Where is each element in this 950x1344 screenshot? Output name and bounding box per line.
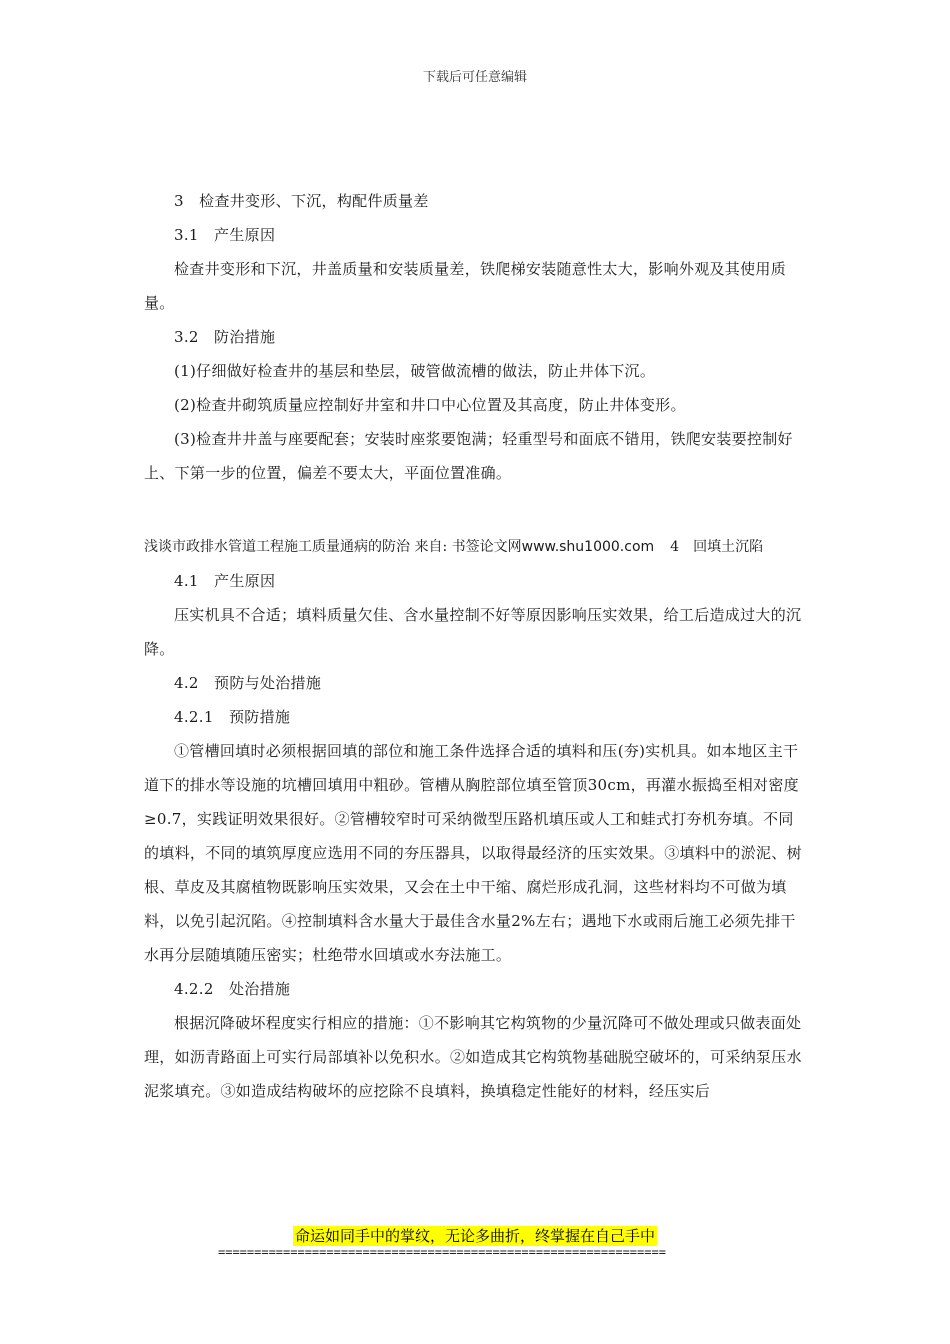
section-3-2-item-2: (2)检查井砌筑质量应控制好井室和井口中心位置及其高度，防止井体变形。	[174, 396, 686, 414]
page-footer	[0, 1226, 950, 1246]
section-4-1-title: 4.1 产生原因	[174, 572, 276, 590]
section-4-2-1-text: ①管槽回填时必须根据回填的部位和施工条件选择合适的填料和压(夯)实机具。如本地区主干道下的排水等设施的坑槽回填用中粗砂。管槽从胸腔部位填至管顶30cm，再灌水振捣至相对密度≥0.7，实践证明效果很好。②管槽较窄时可采纳微型压路机填压或人工和蛙式打夯机夯填。不同的填料，不同的填筑厚度应选用不同的夯压器具，以取得最经济的压实效果。③填料中的淤泥、树根、草皮及其腐植物既影响压实效果，又会在土中干缩、腐烂形成孔洞，这些材料均不可做为填料，以免引起沉陷。④控制填料含水量大于最佳含水量2%左右；遇地下水或雨后施工必须先排干水再分层随填随压密实；杜绝带水回填或水夯法施工。	[144, 742, 802, 964]
source-prefix: 浅谈市政排水管道工程施工质量通病的防治 来自: 书签论文网	[144, 539, 522, 555]
section-4-2-2-text: 根据沉降破坏程度实行相应的措施：①不影响其它构筑物的少量沉降可不做处理或只做表面处理，如沥青路面上可实行局部填补以免积水。②如造成其它构筑物基础脱空破坏的，可采纳泵压水泥浆填充。③如造成结构破坏的应挖除不良填料，换填稳定性能好的材料，经压实后	[144, 1014, 802, 1100]
section-3-2-item-3: (3)检查井井盖与座要配套；安装时座浆要饱满；轻重型号和面底不错用，铁爬安装要控制好上、下第一步的位置，偏差不要太大，平面位置准确。	[144, 430, 793, 482]
footer-divider: ==============================================================	[218, 1245, 666, 1259]
section-4-2-1-title: 4.2.1 预防措施	[174, 708, 291, 726]
section-3-2-title: 3.2 防治措施	[174, 328, 276, 346]
section-4-1-text: 压实机具不合适；填料质量欠佳、含水量控制不好等原因影响压实效果，给工后造成过大的沉降。	[144, 606, 802, 658]
section-gap	[144, 490, 804, 530]
section-4-2-2-title: 4.2.2 处治措施	[174, 980, 291, 998]
source-site-link[interactable]: www.shu1000.com	[521, 539, 655, 555]
section-3-2-item-1: (1)仔细做好检查井的基层和垫层，破管做流槽的做法，防止井体下沉。	[174, 362, 656, 380]
footer-quote: 命运如同手中的掌纹，无论多曲折，终掌握在自己手中	[294, 1227, 655, 1245]
section-3-1-title: 3.1 产生原因	[174, 226, 276, 244]
section-3-1-text: 检查井变形和下沉，井盖质量和安装质量差，铁爬梯安装随意性太大，影响外观及其使用质量。	[144, 260, 787, 312]
section-4-2-title: 4.2 预防与处治措施	[174, 674, 322, 692]
page-header-note: 下载后可任意编辑	[422, 70, 527, 85]
section-4-title: 4 回填土沉陷	[670, 539, 764, 555]
section-3-title: 3 检查井变形、下沉，构配件质量差	[174, 192, 429, 210]
document-body	[144, 184, 804, 1108]
source-line	[144, 530, 804, 564]
